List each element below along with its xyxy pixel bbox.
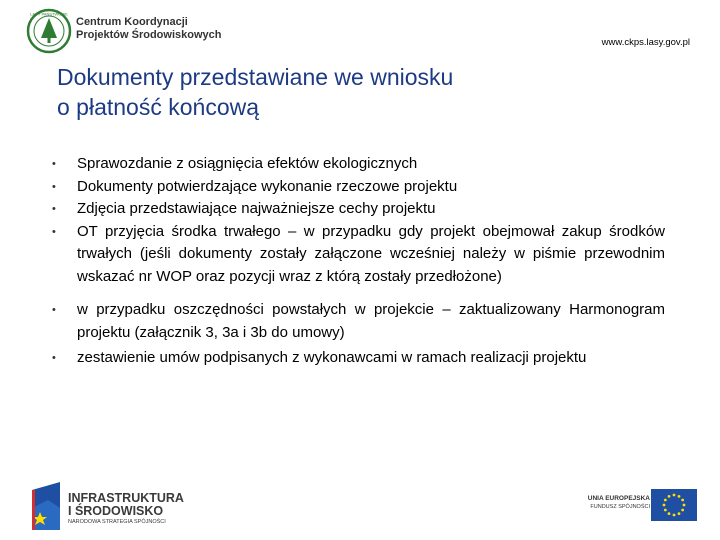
eu-star [683, 504, 686, 507]
org-name [76, 16, 221, 42]
header-logo-block [26, 8, 236, 52]
eu-star [678, 512, 681, 515]
bullet-item: • Sprawozdanie z osiągnięcia efektów ekologicznych [52, 153, 665, 176]
eu-star [664, 499, 667, 502]
forest-tree-logo-icon [26, 8, 72, 54]
program-name-line2: I ŚRODOWISKO [68, 504, 164, 518]
eu-label-line1: UNIA EUROPEJSKA [587, 495, 650, 502]
slide-title-line2: o płatność końcową [57, 94, 260, 120]
star-flag-logo-icon [30, 480, 64, 532]
bullet-list [52, 153, 665, 370]
program-subtitle: NARODOWA STRATEGIA SPÓJNOŚCI [68, 519, 166, 525]
bullet-item: • zestawienie umów podpisanych z wykonawcami w ramach realizacji projektu [52, 347, 665, 370]
eu-star [678, 495, 681, 498]
eu-star [681, 499, 684, 502]
bullet-item: • w przypadku oszczędności powstałych w projekcie – zaktualizowany Harmonogram projektu (załącznik 3, 3a i 3b do umowy) [52, 299, 665, 344]
org-name-line1: Centrum Koordynacji [76, 16, 188, 28]
program-name [68, 492, 184, 518]
eu-star [673, 514, 676, 517]
program-name-line1: INFRASTRUKTURA [68, 491, 184, 505]
eu-star [663, 504, 666, 507]
slide-title [57, 62, 657, 122]
eu-star [681, 509, 684, 512]
eu-label [580, 494, 650, 512]
program-logo-block [30, 478, 190, 532]
eu-label-line2: FUNDUSZ SPÓJNOŚCI [590, 504, 650, 510]
eu-star [668, 512, 671, 515]
eu-star [668, 495, 671, 498]
eu-star [673, 494, 676, 497]
org-name-line2: Projektów Środowiskowych [76, 29, 222, 41]
slide-title-line1: Dokumenty przedstawiane we wniosku [57, 64, 454, 90]
bullet-item: • Dokumenty potwierdzające wykonanie rzeczowe projektu [52, 176, 665, 199]
eu-flag-icon [651, 489, 697, 521]
logo-ring-text: LASY PAŃSTWOWE [30, 11, 68, 17]
bullet-item: • OT przyjęcia środka trwałego – w przypadku gdy projekt obejmował zakup środków trwałych (jeśli dokumenty zostały załączone wcześniej należy w piśmie przewodnim wskazać nr WOP oraz pozycji wraz z którą zostały przedłożone) [52, 221, 665, 289]
eu-star [664, 509, 667, 512]
bullet-item: • Zdjęcia przedstawiające najważniejsze cechy projektu [52, 198, 665, 221]
site-url: www.ckps.lasy.gov.pl [601, 37, 690, 48]
